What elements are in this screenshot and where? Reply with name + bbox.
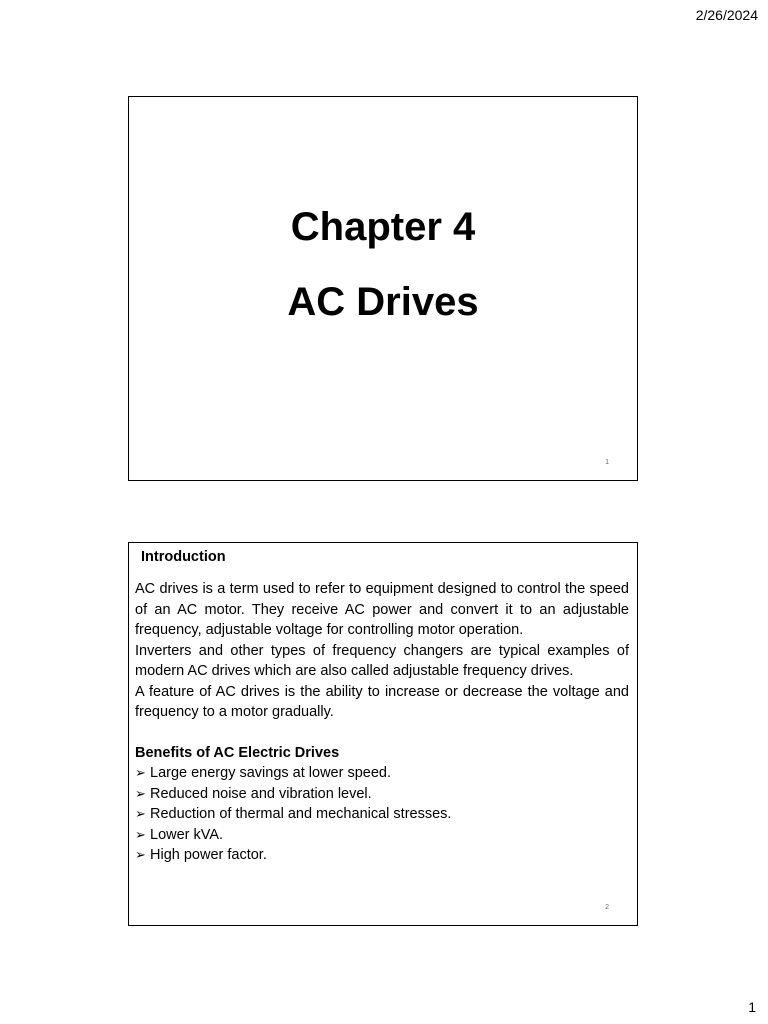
slide-1: [128, 96, 638, 481]
list-item: [135, 804, 629, 825]
benefits-list: [135, 763, 629, 866]
arrow-bullet-icon: ➢: [135, 826, 146, 842]
slide-number: 1: [605, 459, 609, 466]
arrow-bullet-icon: ➢: [135, 847, 146, 862]
list-item-text: High power factor.: [150, 847, 267, 863]
section-heading: Introduction: [141, 549, 226, 565]
list-item: [135, 763, 629, 784]
paragraph: A feature of AC drives is the ability to increase or decrease the voltage and frequency to a motor gradually.: [135, 683, 629, 720]
chapter-subtitle: AC Drives: [287, 280, 479, 324]
list-item: [135, 784, 629, 805]
slide-title: [129, 207, 637, 357]
slide-2: [128, 542, 638, 926]
list-item-text: Large energy savings at lower speed.: [150, 765, 392, 781]
page-number: 1: [748, 999, 756, 1015]
slide-body: [135, 579, 629, 866]
arrow-bullet-icon: ➢: [135, 806, 146, 821]
arrow-bullet-icon: ➢: [135, 785, 146, 801]
paragraph: Inverters and other types of frequency changers are typical examples of modern AC drives which are also called adjustable frequency drives.: [135, 642, 629, 679]
list-item-text: Lower kVA.: [150, 826, 224, 843]
arrow-bullet-icon: ➢: [135, 765, 146, 780]
list-item: [135, 845, 629, 866]
chapter-title: Chapter 4: [290, 205, 476, 249]
list-item-text: Reduction of thermal and mechanical stresses.: [150, 806, 452, 822]
slide-number: 2: [605, 904, 609, 911]
paragraph: AC drives is a term used to refer to equipment designed to control the speed of an AC motor. They receive AC power and convert it to an adjustable frequency, adjustable voltage for controlling motor operation.: [135, 581, 629, 638]
list-item: [135, 825, 629, 846]
print-date: 2/26/2024: [695, 7, 758, 23]
list-item-text: Reduced noise and vibration level.: [150, 785, 372, 802]
benefits-heading: Benefits of AC Electric Drives: [135, 744, 340, 761]
